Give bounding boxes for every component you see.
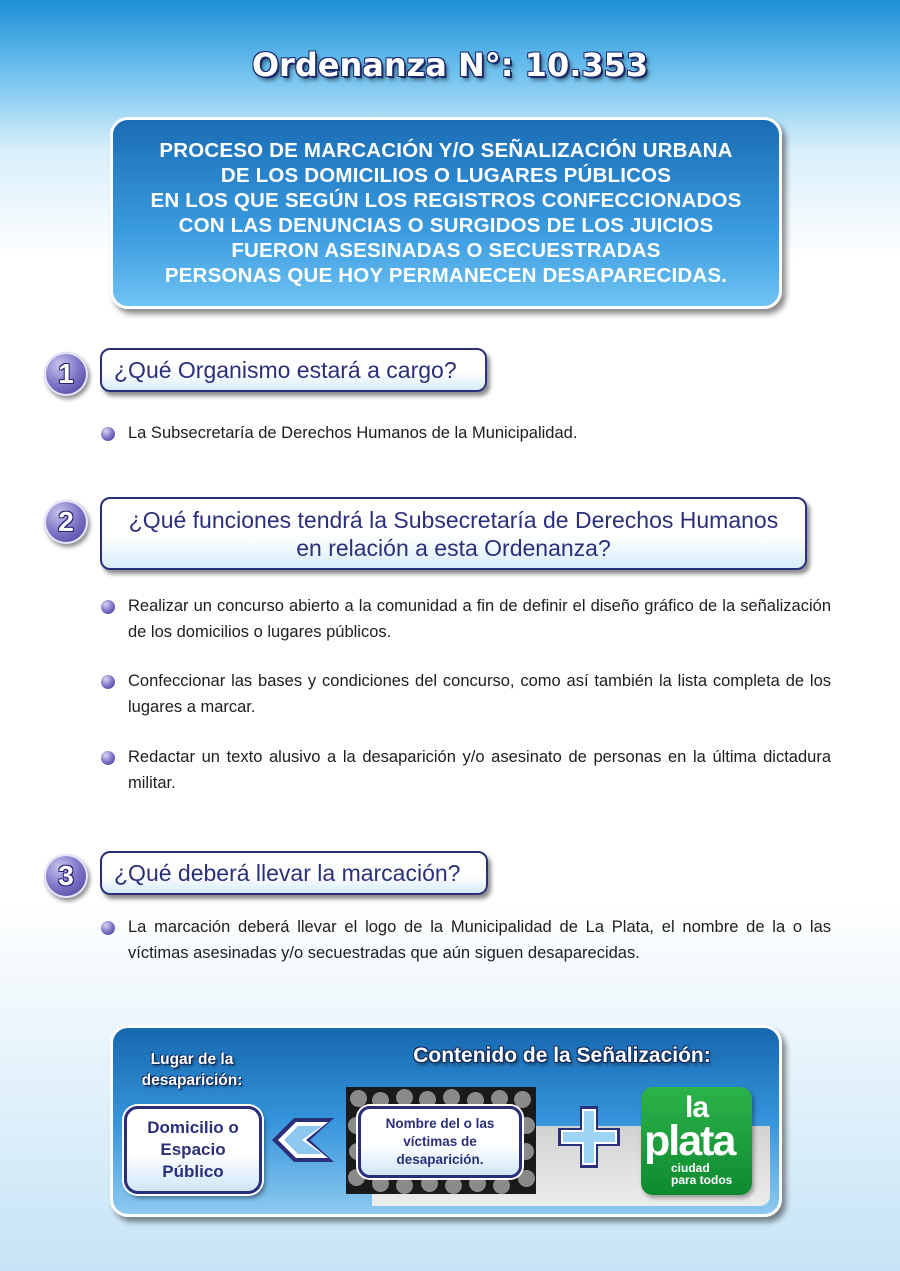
section-2-bullet [101, 672, 831, 720]
arrow-left-icon [270, 1116, 336, 1164]
section-1-bullet [101, 424, 831, 446]
bullet-icon [101, 600, 115, 614]
section-2-question [100, 497, 807, 570]
intro-banner [110, 117, 782, 309]
section-3-question: ¿Qué deberá llevar la marcación? [100, 851, 488, 895]
bullet-text: La marcación deberá llevar el logo de la Municipalidad de La Plata, el nombre de la o las víctimas asesinadas y/o secuestradas que aún siguen desaparecidas. [128, 918, 831, 962]
victim-name-line: víctimas de [403, 1134, 477, 1149]
bullet-text: La Subsecretaría de Derechos Humanos de la Municipalidad. [128, 424, 578, 442]
logo-la: la [685, 1091, 709, 1124]
page-title: Ordenanza N°: 10.353 [251, 46, 649, 84]
section-1-question: ¿Qué Organismo estará a cargo? [100, 348, 487, 392]
bullet-icon [101, 427, 115, 441]
plus-icon [556, 1104, 622, 1170]
intro-line: EN LOS QUE SEGÚN LOS REGISTROS CONFECCIONADOS [150, 189, 742, 212]
intro-line: FUERON ASESINADAS O SECUESTRADAS [231, 239, 661, 262]
section-2-bullet [101, 748, 831, 796]
domicilio-line: Público [162, 1162, 224, 1181]
bullet-text: Realizar un concurso abierto a la comunidad a fin de definir el diseño gráfico de la señalización de los domicilios o lugares públicos. [128, 597, 831, 641]
victim-name-box [358, 1106, 522, 1178]
intro-line: CON LAS DENUNCIAS O SURGIDOS DE LOS JUICIOS [178, 214, 714, 237]
logo-ciudad: ciudad [671, 1161, 710, 1175]
place-label-line: Lugar de la [150, 1051, 234, 1068]
bullet-icon [101, 675, 115, 689]
domicilio-line: Espacio [160, 1140, 226, 1159]
section-3-bullet [101, 918, 831, 966]
bullet-icon [101, 751, 115, 765]
question-line: ¿Qué funciones tendrá la Subsecretaría de Derechos Humanos [128, 507, 779, 533]
logo-para-todos: para todos [671, 1173, 733, 1187]
intro-line: PROCESO DE MARCACIÓN Y/O SEÑALIZACIÓN URBANA [159, 139, 733, 162]
intro-text [150, 138, 741, 288]
bullet-text: Confeccionar las bases y condiciones del concurso, como así también la lista completa de los lugares a marcar. [128, 672, 831, 716]
domicilio-box [124, 1106, 262, 1194]
place-label-line: desaparición: [141, 1072, 243, 1089]
intro-line: DE LOS DOMICILIOS O LUGARES PÚBLICOS [220, 164, 672, 187]
section-2-number-badge: 2 [44, 500, 88, 544]
section-2-bullet [101, 597, 831, 645]
section-1-number-badge: 1 [44, 352, 88, 396]
domicilio-line: Domicilio o [147, 1118, 239, 1137]
logo-plata: plata [644, 1117, 735, 1165]
victim-name-line: Nombre del o las [385, 1116, 495, 1131]
question-line: en relación a esta Ordenanza? [296, 535, 611, 561]
signage-content-title: Contenido de la Señalización: [413, 1044, 711, 1067]
section-3-number-badge: 3 [44, 854, 88, 898]
bullet-text: Redactar un texto alusivo a la desaparición y/o asesinato de personas en la última dictadura militar. [128, 748, 831, 792]
victim-name-line: desaparición. [396, 1152, 484, 1167]
bullet-icon [101, 921, 115, 935]
intro-line: PERSONAS QUE HOY PERMANECEN DESAPARECIDAS. [164, 264, 728, 287]
place-label [122, 1049, 262, 1091]
la-plata-logo [641, 1087, 752, 1195]
